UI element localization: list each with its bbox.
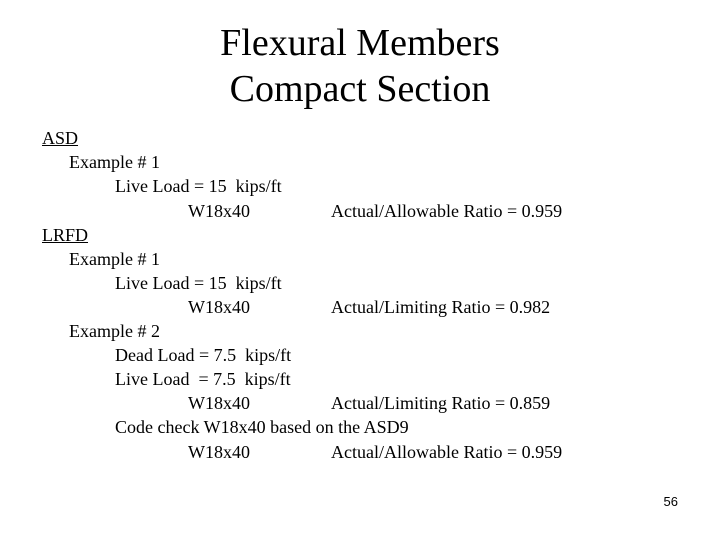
lrfd-example2-live-load: Live Load = 7.5 kips/ft [115,369,291,389]
slide-title [0,20,720,112]
asd-example1-label: Example # 1 [69,152,160,172]
asd-example1-load: Live Load = 15 kips/ft [115,176,282,196]
lrfd-example1-load: Live Load = 15 kips/ft [115,273,282,293]
lrfd-example2-code-check: Code check W18x40 based on the ASD9 [115,417,409,437]
lrfd-example2-ratio: Actual/Limiting Ratio = 0.859 [331,393,551,413]
lrfd-example2-check-section: W18x40 [188,442,250,462]
lrfd-example1-label: Example # 1 [69,249,160,269]
page-number: 56 [663,494,678,509]
lrfd-example2-section: W18x40 [188,393,250,413]
title-line-2: Compact Section [229,68,491,110]
lrfd-example2-check-ratio: Actual/Allowable Ratio = 0.959 [331,442,563,462]
asd-example1-section: W18x40 [188,201,250,221]
lrfd-heading: LRFD [42,225,89,245]
asd-example1-ratio: Actual/Allowable Ratio = 0.959 [331,201,563,221]
lrfd-example1-ratio: Actual/Limiting Ratio = 0.982 [331,297,551,317]
title-line-1: Flexural Members [220,22,500,64]
lrfd-example1-section: W18x40 [188,297,250,317]
asd-heading: ASD [42,128,79,148]
lrfd-example2-label: Example # 2 [69,321,160,341]
lrfd-example2-dead-load: Dead Load = 7.5 kips/ft [115,345,292,365]
